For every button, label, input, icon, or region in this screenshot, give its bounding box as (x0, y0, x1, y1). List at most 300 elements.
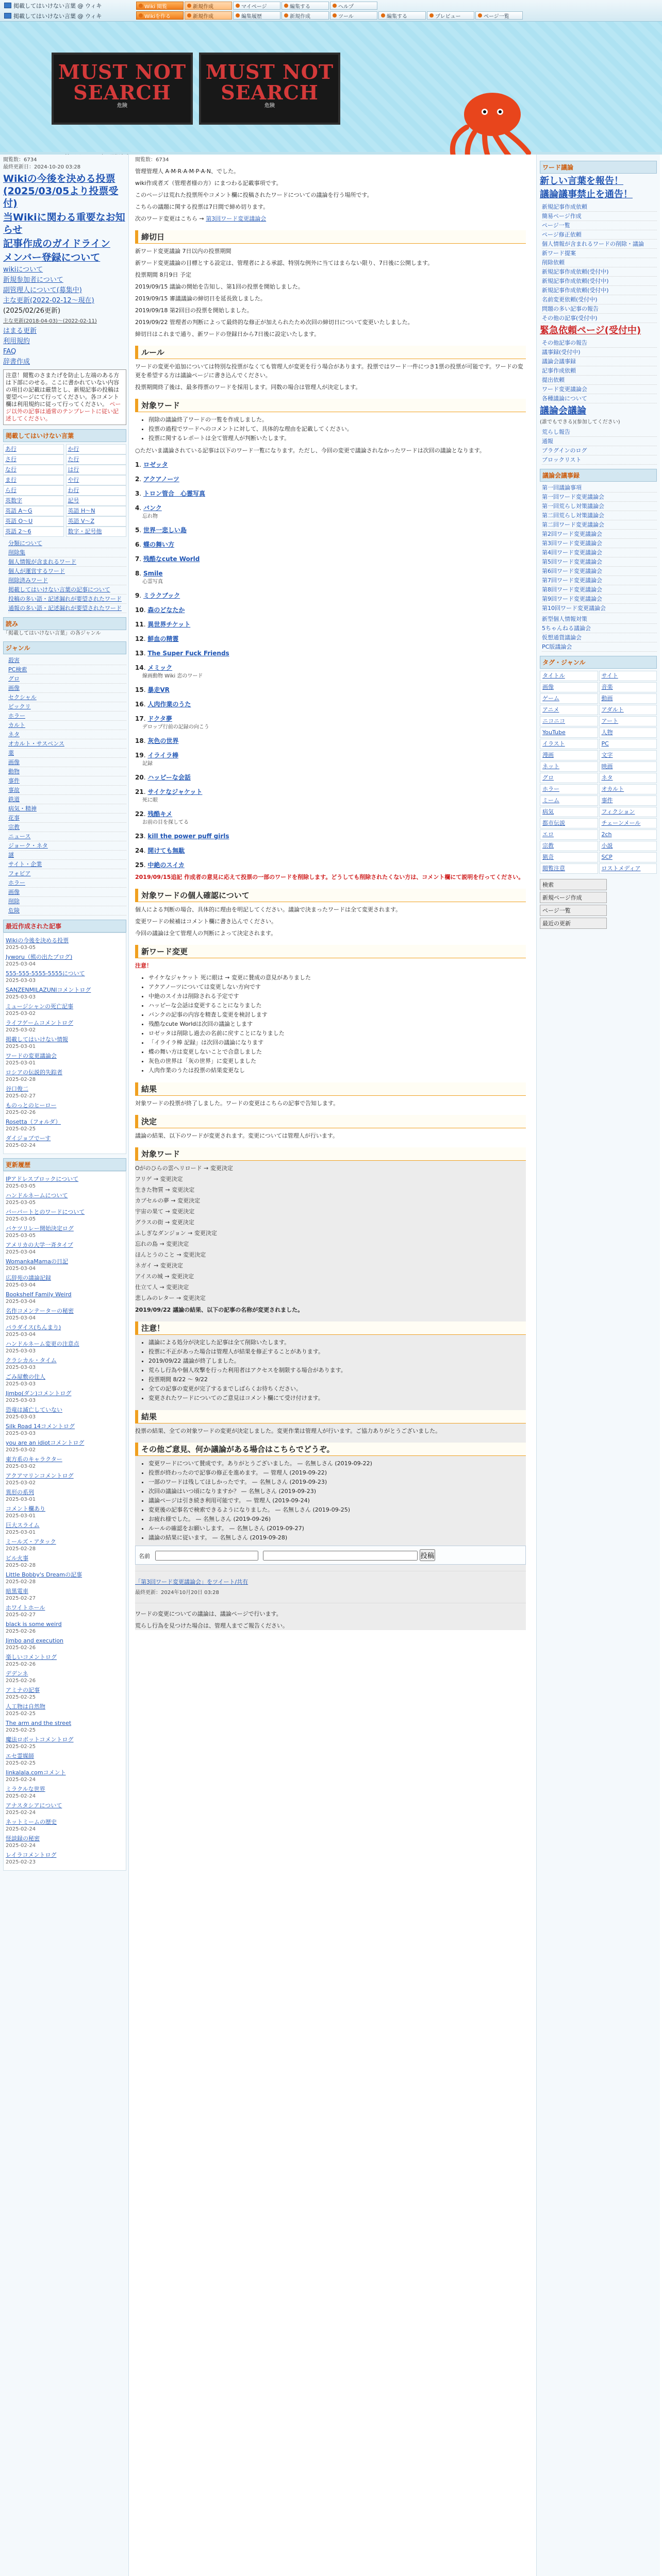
genre-link[interactable]: 殺害 (8, 656, 126, 665)
recent-item-link[interactable]: ロシアの伝説的失踪者 (6, 1069, 62, 1076)
tag-link[interactable]: フィクション (599, 807, 657, 817)
recent-item-link[interactable]: ダイジョブでーす (6, 1135, 51, 1142)
target-word-link[interactable]: 蝶の舞い方 (143, 541, 175, 548)
genre-link[interactable]: PC検索 (8, 665, 126, 674)
tag-link[interactable]: 閲覧注意 (540, 863, 598, 874)
recent-item-link[interactable]: 555-555-5555-5555について (6, 970, 85, 977)
alpha-index-item[interactable]: は行 (66, 465, 127, 475)
recent-item-link[interactable]: ライフゲームコメントログ (6, 1020, 74, 1026)
recent-item-link[interactable]: ミュージシャンの死亡記事 (6, 1003, 74, 1010)
tag-link[interactable]: チェーンメール (599, 818, 657, 828)
alpha-index-item[interactable]: 英語 A〜G (3, 506, 64, 516)
genre-link[interactable]: 画像 (8, 888, 126, 897)
toolbar-button[interactable] (330, 11, 377, 20)
alpha-index-item[interactable]: 数字・記号他 (66, 527, 127, 537)
genre-link[interactable]: 動物 (8, 767, 126, 776)
updates-item-date: 2025-03-01 (6, 1530, 36, 1535)
right-link[interactable]: ブロックリスト (542, 455, 657, 465)
archive-link[interactable]: 第4回ワード変更議論会 (542, 548, 657, 557)
updates-item-link[interactable]: 暗黒電車 (6, 1588, 28, 1595)
site-name[interactable]: 掲載してはいけない言葉 @ ウィキ (13, 2, 102, 9)
right-link[interactable]: 削除依頼 (542, 258, 657, 267)
alpha-index-item[interactable]: あ行 (3, 444, 64, 454)
tag-link[interactable]: ホラー (540, 784, 598, 794)
right-link[interactable]: 簡易ページ作成 (542, 212, 657, 221)
target-word-link[interactable]: ドクタ夢 (147, 715, 172, 722)
toolbar-button[interactable] (136, 11, 184, 20)
archive-link[interactable]: 第10回ワード変更議論会 (542, 604, 657, 613)
right-link[interactable]: 個人情報が含まれるワードの削除・議論 (542, 240, 657, 249)
updates-item-link[interactable]: 広辞苑の議論記録 (6, 1275, 51, 1281)
archive-link[interactable]: 仮想通貨議論会 (542, 633, 657, 642)
tag-link[interactable]: 動画 (599, 693, 657, 704)
updates-item-link[interactable]: Jimbo and execution (6, 1637, 64, 1644)
tag-link[interactable]: ニコニコ (540, 716, 598, 726)
tag-link[interactable]: ネタ (599, 773, 657, 783)
tag-link[interactable]: 映画 (599, 761, 657, 772)
change-item: • 蝶の舞い方は変更しないことで合意しました (148, 1047, 526, 1057)
updates-item-link[interactable]: 魔法ロボットコメントログ (6, 1736, 74, 1743)
toolbar-button[interactable] (233, 2, 280, 10)
right-link[interactable]: 新規記事作成依頼(受付中) (542, 267, 657, 277)
target-word-link[interactable]: kill the power puff girls (147, 833, 229, 840)
caution-list (148, 1338, 526, 1403)
updates-item-link[interactable]: ハンドルネームについて (6, 1192, 68, 1199)
genre-link[interactable]: 花事 (8, 814, 126, 823)
updates-item (6, 1374, 124, 1388)
tag-link[interactable]: 漫画 (540, 750, 598, 760)
items-footer: 2019/09/15追記 作成者の意見に応えて投票の一部のワードを削除します。どうしても削除されたくない方は、コメント欄にて説明を行ってください。 (135, 874, 524, 880)
tag-link[interactable]: 文字 (599, 750, 657, 760)
updates-item (6, 1242, 124, 1256)
archive-link[interactable]: 第一回ワード変更議論会 (542, 493, 657, 502)
next-discussion-link[interactable]: 第3回ワード変更議論会 (206, 215, 267, 222)
tag-link[interactable]: 音楽 (599, 682, 657, 692)
toolbar-button[interactable] (185, 11, 232, 20)
main-content (132, 155, 529, 2576)
genre-link[interactable]: ニュース (8, 832, 126, 841)
genre-link[interactable]: 削除 (8, 897, 126, 906)
updates-item-link[interactable]: Bookshelf Family Weird (6, 1291, 72, 1298)
recent-item (6, 1086, 124, 1100)
target-word-link[interactable]: The Super Fuck Friends (147, 650, 229, 657)
archive-link[interactable]: 第二回ワード変更議論会 (542, 520, 657, 530)
alpha-index-item[interactable]: 英語 2〜6 (3, 527, 64, 537)
updates-item (6, 1852, 124, 1866)
right-link[interactable]: 提出依頼 (542, 376, 657, 385)
updates-item-link[interactable]: バケツリレー開始決定ログ (6, 1225, 74, 1232)
updates-item-date: 2025-02-24 (6, 1810, 36, 1816)
group-link[interactable]: 掲載してはいけない言葉の記事について (8, 585, 126, 595)
recent-item-link[interactable]: ワードの変更議論会 (6, 1053, 57, 1059)
alpha-index-item[interactable]: 英語 O〜U (3, 516, 64, 527)
target-word-item: 3. トロン管合 心霊写真 (135, 490, 206, 497)
toolbar-button[interactable] (185, 2, 232, 10)
target-word-item: 6. 蝶の舞い方 (135, 541, 175, 548)
recent-item-link[interactable]: Jyworu（熊の出たブログ) (6, 954, 73, 960)
target-word-link[interactable]: バンク (143, 504, 162, 512)
alpha-index-item[interactable]: 英語 H〜N (66, 506, 127, 516)
toolbar-button-label: 新規作成 (193, 4, 213, 10)
recent-item-link[interactable]: 谷口俊二 (6, 1086, 28, 1092)
updates-item-link[interactable]: The arm and the street (6, 1720, 72, 1726)
genre-link[interactable]: 危険 (8, 906, 126, 916)
genre-link[interactable]: ホラー (8, 711, 126, 721)
tag-link[interactable]: ネット (540, 761, 598, 772)
genre-link[interactable]: グロ (8, 674, 126, 684)
archive-link[interactable]: 第2回ワード変更議論会 (542, 530, 657, 539)
target-word-item: 9. ミラクブック (135, 592, 180, 599)
updates-item-link[interactable]: コメント欄あり (6, 1505, 45, 1512)
target-word-link[interactable]: ハッピーな会話 (147, 774, 191, 781)
right-button[interactable]: 検索 (540, 879, 607, 890)
toolbar-button[interactable] (233, 11, 280, 20)
updates-item-link[interactable]: ビル火事 (6, 1555, 28, 1562)
change-item: • バンクの記事の内容を精査し変更を検討します (148, 1010, 526, 1020)
right-link[interactable]: 新規記事作成依頼(受付中) (542, 277, 657, 286)
section-decision: 決定 (135, 1115, 526, 1128)
genre-link[interactable]: 事故 (8, 786, 126, 795)
share-link[interactable]: 「第3回ワード変更議論会」をツイート/共有 (135, 1579, 249, 1585)
toolbar-button[interactable] (475, 11, 523, 20)
target-word-link[interactable]: 鮮血の精霊 (147, 635, 179, 642)
group-link[interactable]: 通報の多い語・記述漏れが要望されたワード (8, 604, 126, 613)
link-newcomers[interactable]: 新規参加者について (3, 276, 63, 284)
genre-link[interactable]: 事件 (8, 776, 126, 786)
schedule-list (135, 247, 526, 338)
link-updates[interactable]: 主な更新(2022-02-12〜現在) (3, 297, 94, 304)
recent-item-link[interactable]: Wikiの今後を決める投票 (6, 937, 69, 944)
updates-item-link[interactable]: IPアドレスブロックについて (6, 1176, 79, 1182)
right-link[interactable]: 名前変更依頼(受付中) (542, 295, 657, 304)
alpha-index-item[interactable]: さ行 (3, 454, 64, 465)
updates-item-link[interactable]: 名作コメンテーターの秘密 (6, 1308, 74, 1314)
target-word-number: 17 (135, 715, 144, 722)
toolbar-button[interactable] (330, 2, 377, 10)
alpha-index-item[interactable]: 英数字 (3, 496, 64, 506)
target-word-link[interactable]: 暴走VR (147, 686, 170, 693)
intro-4: 次のワード変更はこちら → 第3回ワード変更議論会 (135, 215, 267, 222)
archive-link[interactable]: 第6回ワード変更議論会 (542, 567, 657, 576)
alpha-heading: 掲載してはいけない言葉 (3, 429, 126, 442)
target-word-number: 2 (135, 476, 140, 483)
archive-link[interactable]: 5ちゃんねる議論会 (542, 624, 657, 633)
tag-link[interactable]: 都市伝説 (540, 818, 598, 828)
left-misc-link[interactable]: 辞書作成 (3, 358, 30, 366)
group-link[interactable]: 削除済みワード (8, 576, 126, 585)
right-link[interactable]: 各種議論について (542, 394, 657, 403)
updates-item-link[interactable]: 巨大スライム (6, 1522, 40, 1529)
right-link[interactable]: その他の記事(受付中) (542, 314, 657, 323)
tag-link[interactable]: 事件 (599, 795, 657, 806)
right-button[interactable]: ページ一覧 (540, 905, 607, 916)
group-link[interactable]: 個人が運営するワード (8, 567, 126, 576)
updates-item-link[interactable]: アクアマリンコメントログ (6, 1472, 74, 1479)
updates-item-link[interactable]: WomankaMamaの日記 (6, 1258, 68, 1265)
link-urgent[interactable]: 緊急依頼ページ(受付中) (540, 325, 641, 336)
updates-item-link[interactable]: アナスタシアについて (6, 1802, 62, 1809)
archive-link[interactable]: 第9回ワード変更議論会 (542, 595, 657, 604)
group-link[interactable]: 削除集 (8, 548, 126, 557)
updates-item-link[interactable]: エセ霊媒師 (6, 1753, 34, 1759)
genre-link[interactable]: 画像 (8, 684, 126, 693)
right-link[interactable]: 問題の多い記事の報告 (542, 304, 657, 314)
toolbar-button[interactable] (282, 11, 329, 20)
alpha-index-item[interactable]: な行 (3, 465, 64, 475)
tag-link[interactable]: イラスト (540, 739, 598, 749)
updates-item-link[interactable]: 人工物は自然物 (6, 1703, 45, 1710)
right-link[interactable]: その他記事の報告 (542, 338, 657, 348)
updates-item-link[interactable]: 楽しいコメントログ (6, 1654, 57, 1660)
genre-link[interactable]: 謎 (8, 851, 126, 860)
genre-link[interactable]: サイト・企業 (8, 860, 126, 869)
right-link[interactable]: 荒らし報告 (542, 428, 657, 437)
updates-item-link[interactable]: レイラコメントログ (6, 1852, 57, 1858)
tag-link[interactable]: アニメ (540, 705, 598, 715)
alpha-index-item[interactable]: ま行 (3, 475, 64, 485)
left-misc-link[interactable]: 利用規約 (3, 337, 30, 345)
link-report-new[interactable]: 新しい言葉を報告！ (540, 176, 623, 187)
genre-link[interactable]: 鉄道 (8, 795, 126, 804)
target-word-link[interactable]: 人肉作業のうた (147, 701, 191, 708)
updates-item-date: 2025-02-26 (6, 1678, 36, 1684)
alpha-index-item[interactable]: 英語 V〜Z (66, 516, 127, 527)
target-word-item: 1. ロゼッタ (135, 461, 168, 468)
updates-item-link[interactable]: 異形の系列 (6, 1489, 34, 1496)
archive-link[interactable]: 第二回荒らし対策議論会 (542, 511, 657, 520)
comment-name-input[interactable] (155, 1551, 258, 1561)
target-word-link[interactable]: ロゼッタ (143, 461, 168, 468)
tag-link[interactable]: 人物 (599, 727, 657, 738)
tag-link[interactable]: ロストメディア (599, 863, 657, 874)
genre-link[interactable]: ネタ (8, 730, 126, 739)
change-item: • サイケなジャケット 死に眼は → 変更に賛成の意見がありました (148, 973, 526, 982)
tag-link[interactable]: 病気 (540, 807, 598, 817)
tag-link[interactable]: 小説 (599, 841, 657, 851)
target-word-link[interactable]: ミラクブック (143, 592, 180, 599)
genre-link[interactable]: 病気・精神 (8, 804, 126, 814)
right-link[interactable]: 議事録(受付中) (542, 348, 657, 357)
target-2-item: ほんとうのこと → 変更決定 (135, 1251, 206, 1258)
tag-link[interactable]: アート (599, 716, 657, 726)
alpha-index-item[interactable]: か行 (66, 444, 127, 454)
updates-item-link[interactable]: ネットミームの歴史 (6, 1819, 57, 1825)
right-link[interactable]: 新規記事作成依頼(受付中) (542, 286, 657, 295)
tag-link[interactable]: サイト (599, 671, 657, 681)
genre-link[interactable]: ジョーク・ネタ (8, 841, 126, 851)
tag-link[interactable]: ミーム (540, 795, 598, 806)
archive-link[interactable]: 新型個人情報対策 (542, 615, 657, 624)
alpha-index-item[interactable]: や行 (66, 475, 127, 485)
link-vote[interactable]: Wikiの今後を決める投票(2025/03/05より投票受付) (3, 173, 119, 209)
updates-item-link[interactable]: バーバートとのワードについて (6, 1209, 85, 1215)
section-target-words-2: 対象ワード (135, 1147, 526, 1161)
genre-link[interactable]: 薬 (8, 749, 126, 758)
link-guideline[interactable]: 記事作成のガイドライン (3, 238, 110, 249)
tag-link[interactable]: ゲーム (540, 693, 598, 704)
genre-link[interactable]: ホラー (8, 878, 126, 888)
site-name-2[interactable]: 掲載してはいけない言葉 @ ウィキ (13, 12, 102, 20)
intro-2: このページは荒れた投票所やコメント欄に投稿されたワードについての議論を行う場所です。 (135, 192, 373, 198)
updates-item-date: 2025-02-26 (6, 1645, 36, 1651)
right-link[interactable]: 新ワード提案 (542, 249, 657, 258)
right-link[interactable]: ページ修正依頼 (542, 230, 657, 240)
right-link[interactable]: プラグインのログ (542, 446, 657, 455)
genre-link[interactable]: 宗教 (8, 823, 126, 832)
target-word-link[interactable]: 開けても無駄 (147, 847, 185, 854)
target-word-link[interactable]: サイケなジャケット (147, 788, 203, 795)
target-word-link[interactable]: 森のどなたか (147, 606, 185, 614)
archive-link[interactable]: 第一回荒らし対策議論会 (542, 502, 657, 511)
updates-item-link[interactable]: 東方系のキャラクター (6, 1456, 62, 1463)
archive-link[interactable]: 第8回ワード変更議論会 (542, 585, 657, 595)
link-member[interactable]: メンバー登録について (3, 252, 101, 263)
genre-link[interactable]: カルト (8, 721, 126, 730)
group-link[interactable]: 分類について (8, 539, 126, 548)
updates-heading: 更新履歴 (3, 1158, 126, 1171)
section-result-1: 結果 (135, 1082, 526, 1096)
tag-link[interactable]: YouTube (540, 727, 598, 738)
target-word-link[interactable]: 灰色の世界 (147, 737, 179, 744)
target-word-link[interactable]: 異世界チケット (147, 621, 191, 628)
updates-item-link[interactable]: Jimbo(ダン)コメントログ (6, 1390, 72, 1397)
updates-item-link[interactable]: ミールズ・アタック (6, 1538, 56, 1545)
updates-item-link[interactable]: black is some weird (6, 1621, 62, 1628)
updates-item-link[interactable]: you are an idiotコメントログ (6, 1439, 85, 1446)
recent-item-link[interactable]: 掲載してはいけない情報 (6, 1036, 68, 1043)
updates-item-date: 2025-03-02 (6, 1447, 36, 1453)
comment-text-input[interactable] (263, 1551, 418, 1561)
toolbar-button[interactable] (378, 11, 426, 20)
target-word-link[interactable]: 残酷キメ (147, 810, 173, 818)
genre-link[interactable]: フォビア (8, 869, 126, 878)
updates-item-link[interactable]: アミナの記事 (6, 1687, 40, 1693)
updates-item-link[interactable]: Silk Road 14コメントログ (6, 1423, 75, 1430)
tag-link[interactable]: 画像 (540, 682, 598, 692)
link-sub-admin[interactable]: 副管理人について(募集中) (3, 286, 82, 294)
link-about-wiki[interactable]: wikiについて (3, 266, 43, 274)
updates-item-link[interactable]: パラダイス(ちんまり) (6, 1324, 61, 1331)
tag-link[interactable]: アダルト (599, 705, 657, 715)
alpha-index-item[interactable]: ら行 (3, 485, 64, 496)
tag-link[interactable]: 宗教 (540, 841, 598, 851)
target-word-link[interactable]: 残酷なcute World (143, 555, 200, 563)
right-link[interactable]: 通報 (542, 437, 657, 446)
right-button[interactable]: 新規ページ作成 (540, 892, 607, 903)
tag-link[interactable]: 2ch (599, 829, 657, 840)
recent-item-date: 2025-02-28 (6, 1077, 36, 1082)
alpha-index-item[interactable]: た行 (66, 454, 127, 465)
link-old-updates[interactable]: 主な更新(2018-04-03)〜(2022-02-11) (3, 318, 97, 324)
alpha-index-item[interactable]: 記号 (66, 496, 127, 506)
genre-link[interactable]: ピックリ (8, 702, 126, 711)
target-word-link[interactable]: アクアノーツ (143, 476, 179, 483)
site-link-2[interactable] (4, 12, 129, 20)
target-word-link[interactable]: 世界一悲しい島 (143, 527, 187, 534)
recent-item (6, 1069, 124, 1083)
archive-link[interactable]: 第5回ワード変更議論会 (542, 557, 657, 567)
right-link[interactable]: 新規記事作成依頼 (542, 202, 657, 212)
updates-item-link[interactable]: デデンネ (6, 1670, 28, 1677)
target-note: ○ただいま議論されている記事は以下のワード一覧になります。ただし、今回の変更で議論されなかったワードは次回の議論となります。 (135, 447, 485, 454)
right-button[interactable]: 最近の更新 (540, 918, 607, 929)
updates-item-link[interactable]: ミラクルな世界 (6, 1786, 45, 1792)
archive-link[interactable]: PC版議論会 (542, 642, 657, 652)
target-word-link[interactable]: イライラ棒 (147, 752, 178, 759)
tag-link[interactable]: PC (599, 739, 657, 749)
target-word-link[interactable]: メミック (147, 664, 173, 671)
tag-link[interactable]: SCP (599, 852, 657, 862)
genre-link[interactable]: オカルト・サスペンス (8, 739, 126, 749)
site-link[interactable] (4, 2, 129, 10)
updates-item-link[interactable]: ホワイトホール (6, 1604, 45, 1611)
archive-link[interactable]: 第3回ワード変更議論会 (542, 539, 657, 548)
tag-link[interactable]: グロ (540, 773, 598, 783)
archive-link[interactable]: 第一回議論事項 (542, 483, 657, 493)
updates-item-link[interactable]: 恐竜は滅亡していない (6, 1406, 62, 1413)
link-discussion[interactable]: 議論会議論 (540, 405, 586, 416)
link-notice[interactable]: 当Wikiに関わる重要なお知らせ (3, 212, 125, 235)
right-heading-3: タグ・ジャンル (540, 656, 657, 669)
must-not-search-sign[interactable] (52, 53, 340, 125)
updates-item-link[interactable]: ごみ屋敷の住人 (6, 1374, 45, 1380)
right-link[interactable]: 議論会議事録 (542, 357, 657, 366)
alpha-index-item[interactable]: わ行 (66, 485, 127, 496)
updates-item-link[interactable]: アメリカの大学一斉タイプ (6, 1242, 73, 1248)
recent-item-link[interactable]: ものっとのヒーロー (6, 1102, 57, 1109)
target-word-link[interactable]: Smile (143, 570, 163, 577)
target-word-item: 24. 開けても無駄 (135, 847, 185, 854)
recent-item-link[interactable]: SANZENMILAZUNIコメントログ (6, 987, 91, 993)
archive-link[interactable]: 第7回ワード変更議論会 (542, 576, 657, 585)
sign-panel-right: MUST NOT SEARCH 危険 (199, 53, 340, 125)
tag-link[interactable]: エロ (540, 829, 598, 840)
recent-item-link[interactable]: Rosetta（フォルダ） (6, 1118, 61, 1125)
genre-link[interactable]: 画像 (8, 758, 126, 767)
target-word-link[interactable]: 中絶のスイカ (147, 861, 185, 869)
right-link[interactable]: ワード変更議論会 (542, 385, 657, 394)
tag-link[interactable]: オカルト (599, 784, 657, 794)
left-misc-link[interactable]: FAQ (3, 348, 16, 355)
updates-item (6, 1406, 124, 1421)
group-link[interactable]: 投稿の多い語・記述漏れが要望されたワード (8, 595, 126, 604)
link-report-ban[interactable]: 議論議事禁止を通告！ (540, 189, 633, 200)
tag-link[interactable]: 猟奇 (540, 852, 598, 862)
updates-item-link[interactable]: ハンドルネーム変更の注意点 (6, 1341, 79, 1347)
toolbar-button-icon (284, 13, 288, 18)
updates-item-link[interactable]: Little Bobby's Dreamの記事 (6, 1571, 82, 1578)
tag-link[interactable]: タイトル (540, 671, 598, 681)
updates-item-link[interactable]: クラシカル・タイム (6, 1357, 57, 1364)
toolbar-button-label: 編集する (290, 4, 310, 10)
group-link[interactable]: 個人情報が含まれるワード (8, 557, 126, 567)
target-word-item: 16. 人肉作業のうた (135, 701, 191, 708)
right-link[interactable]: ページ一覧 (542, 221, 657, 230)
updates-item-date: 2025-03-04 (6, 1249, 36, 1255)
left-misc-link[interactable]: はまる更新 (3, 327, 37, 335)
toolbar-button[interactable] (136, 2, 184, 10)
updates-item-date: 2025-02-24 (6, 1826, 36, 1832)
updates-item-link[interactable]: 怪談録の秘密 (6, 1835, 40, 1842)
comment-submit-button[interactable]: 投稿 (420, 1549, 436, 1561)
updates-item (6, 1489, 124, 1503)
toolbar-button[interactable] (427, 11, 474, 20)
toolbar-button[interactable] (282, 2, 329, 10)
target-word-link[interactable]: トロン管合 心霊写真 (143, 490, 206, 497)
right-link[interactable]: 記事作成依頼 (542, 366, 657, 376)
updates-item-link[interactable]: linkalala.comコメント (6, 1769, 66, 1776)
genre-link[interactable]: セクシャル (8, 693, 126, 702)
